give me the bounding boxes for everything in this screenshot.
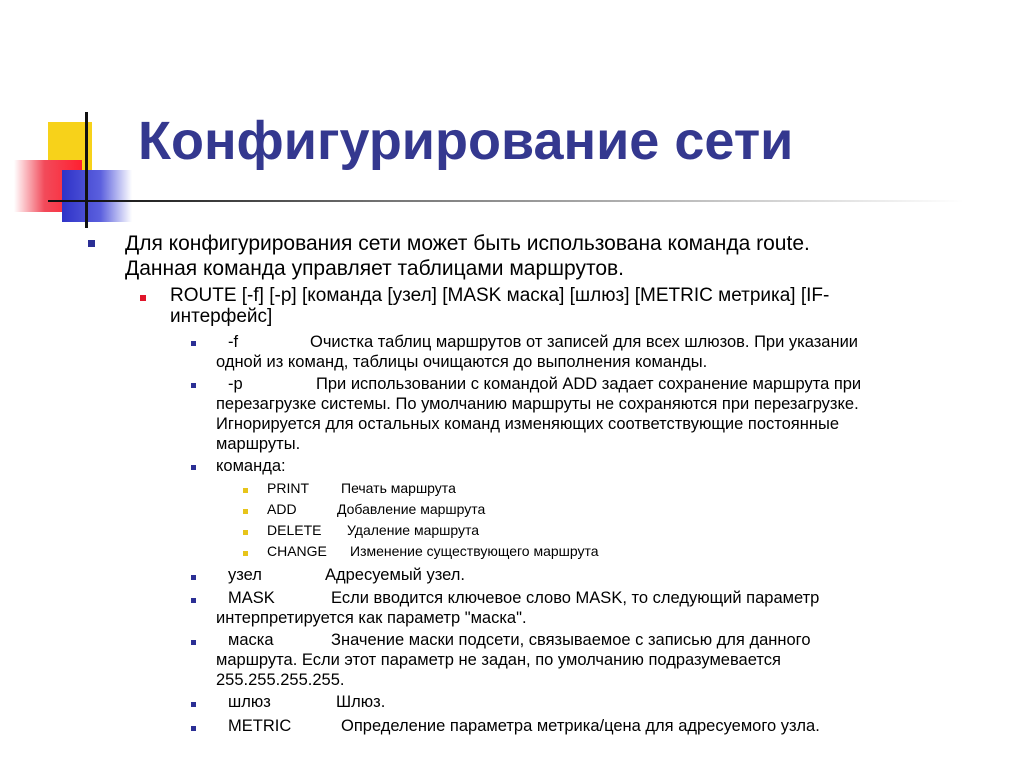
bullet-icon (191, 640, 196, 645)
command-desc: Удаление маршрута (347, 522, 480, 538)
intro-line-1: Для конфигурирования сети может быть использована команда route. (125, 232, 810, 255)
command-desc: Изменение существующего маршрута (350, 543, 599, 559)
param-key: -p (228, 375, 243, 393)
command-name: DELETE (267, 522, 322, 538)
bullet-icon (191, 383, 196, 388)
bullet-icon (243, 530, 248, 535)
blue-square-decoration (62, 170, 132, 222)
horizontal-line-decoration (48, 200, 88, 202)
param-desc-line: Очистка таблиц маршрутов от записей для всех шлюзов. При указании (310, 333, 859, 351)
bullet-icon (243, 488, 248, 493)
bullet-icon (191, 575, 196, 580)
command-desc: Печать маршрута (341, 480, 456, 496)
param-desc-line: Если вводится ключевое слово MASK, то следующий параметр (331, 589, 820, 607)
title-underline (88, 200, 964, 202)
command-name: CHANGE (267, 543, 327, 559)
bullet-icon (191, 726, 196, 731)
vertical-line-decoration (85, 112, 88, 228)
param-desc-line: перезагрузке системы. По умолчанию маршруты не сохраняются при перезагрузке. (216, 395, 859, 413)
bullet-icon (140, 295, 146, 301)
command-name: PRINT (267, 480, 309, 496)
param-desc-line: маршруты. (216, 435, 301, 453)
bullet-icon (191, 465, 196, 470)
syntax-line-1: ROUTE [-f] [-p] [команда [узел] [MASK маска] [шлюз] [METRIC метрика] [IF- (170, 285, 830, 306)
param-key: шлюз (228, 693, 271, 711)
param-key: -f (228, 333, 239, 351)
param-desc-line: Шлюз. (336, 693, 386, 711)
param-key: METRIC (228, 717, 292, 735)
command-desc: Добавление маршрута (337, 501, 486, 517)
param-desc-line: 255.255.255.255. (216, 671, 345, 689)
syntax-line-2: интерфейс] (170, 306, 273, 327)
param-desc-line: интерпретируется как параметр "маска". (216, 609, 527, 627)
slide-title: Конфигурирование сети (138, 111, 794, 171)
bullet-icon (243, 509, 248, 514)
param-desc-line: одной из команд, таблицы очищаются до выполнения команды. (216, 353, 708, 371)
param-key: маска (228, 631, 274, 649)
param-desc-line: Адресуемый узел. (325, 566, 465, 584)
bullet-icon (88, 240, 95, 247)
bullet-icon (191, 341, 196, 346)
param-desc-line: Игнорируется для остальных команд изменяющих соответствующие постоянные (216, 415, 839, 433)
bullet-icon (243, 551, 248, 556)
param-key: команда: (216, 457, 286, 475)
intro-line-2: Данная команда управляет таблицами маршрутов. (125, 257, 625, 280)
param-desc-line: Определение параметра метрика/цена для адресуемого узла. (341, 717, 820, 735)
param-key: узел (228, 566, 262, 584)
bullet-icon (191, 702, 196, 707)
bullet-icon (191, 598, 196, 603)
command-name: ADD (267, 501, 297, 517)
param-desc-line: маршрута. Если этот параметр не задан, по умолчанию подразумевается (216, 651, 781, 669)
param-desc-line: При использовании с командой ADD задает сохранение маршрута при (316, 375, 862, 393)
param-desc-line: Значение маски подсети, связываемое с записью для данного (331, 631, 811, 649)
param-key: MASK (228, 589, 275, 607)
